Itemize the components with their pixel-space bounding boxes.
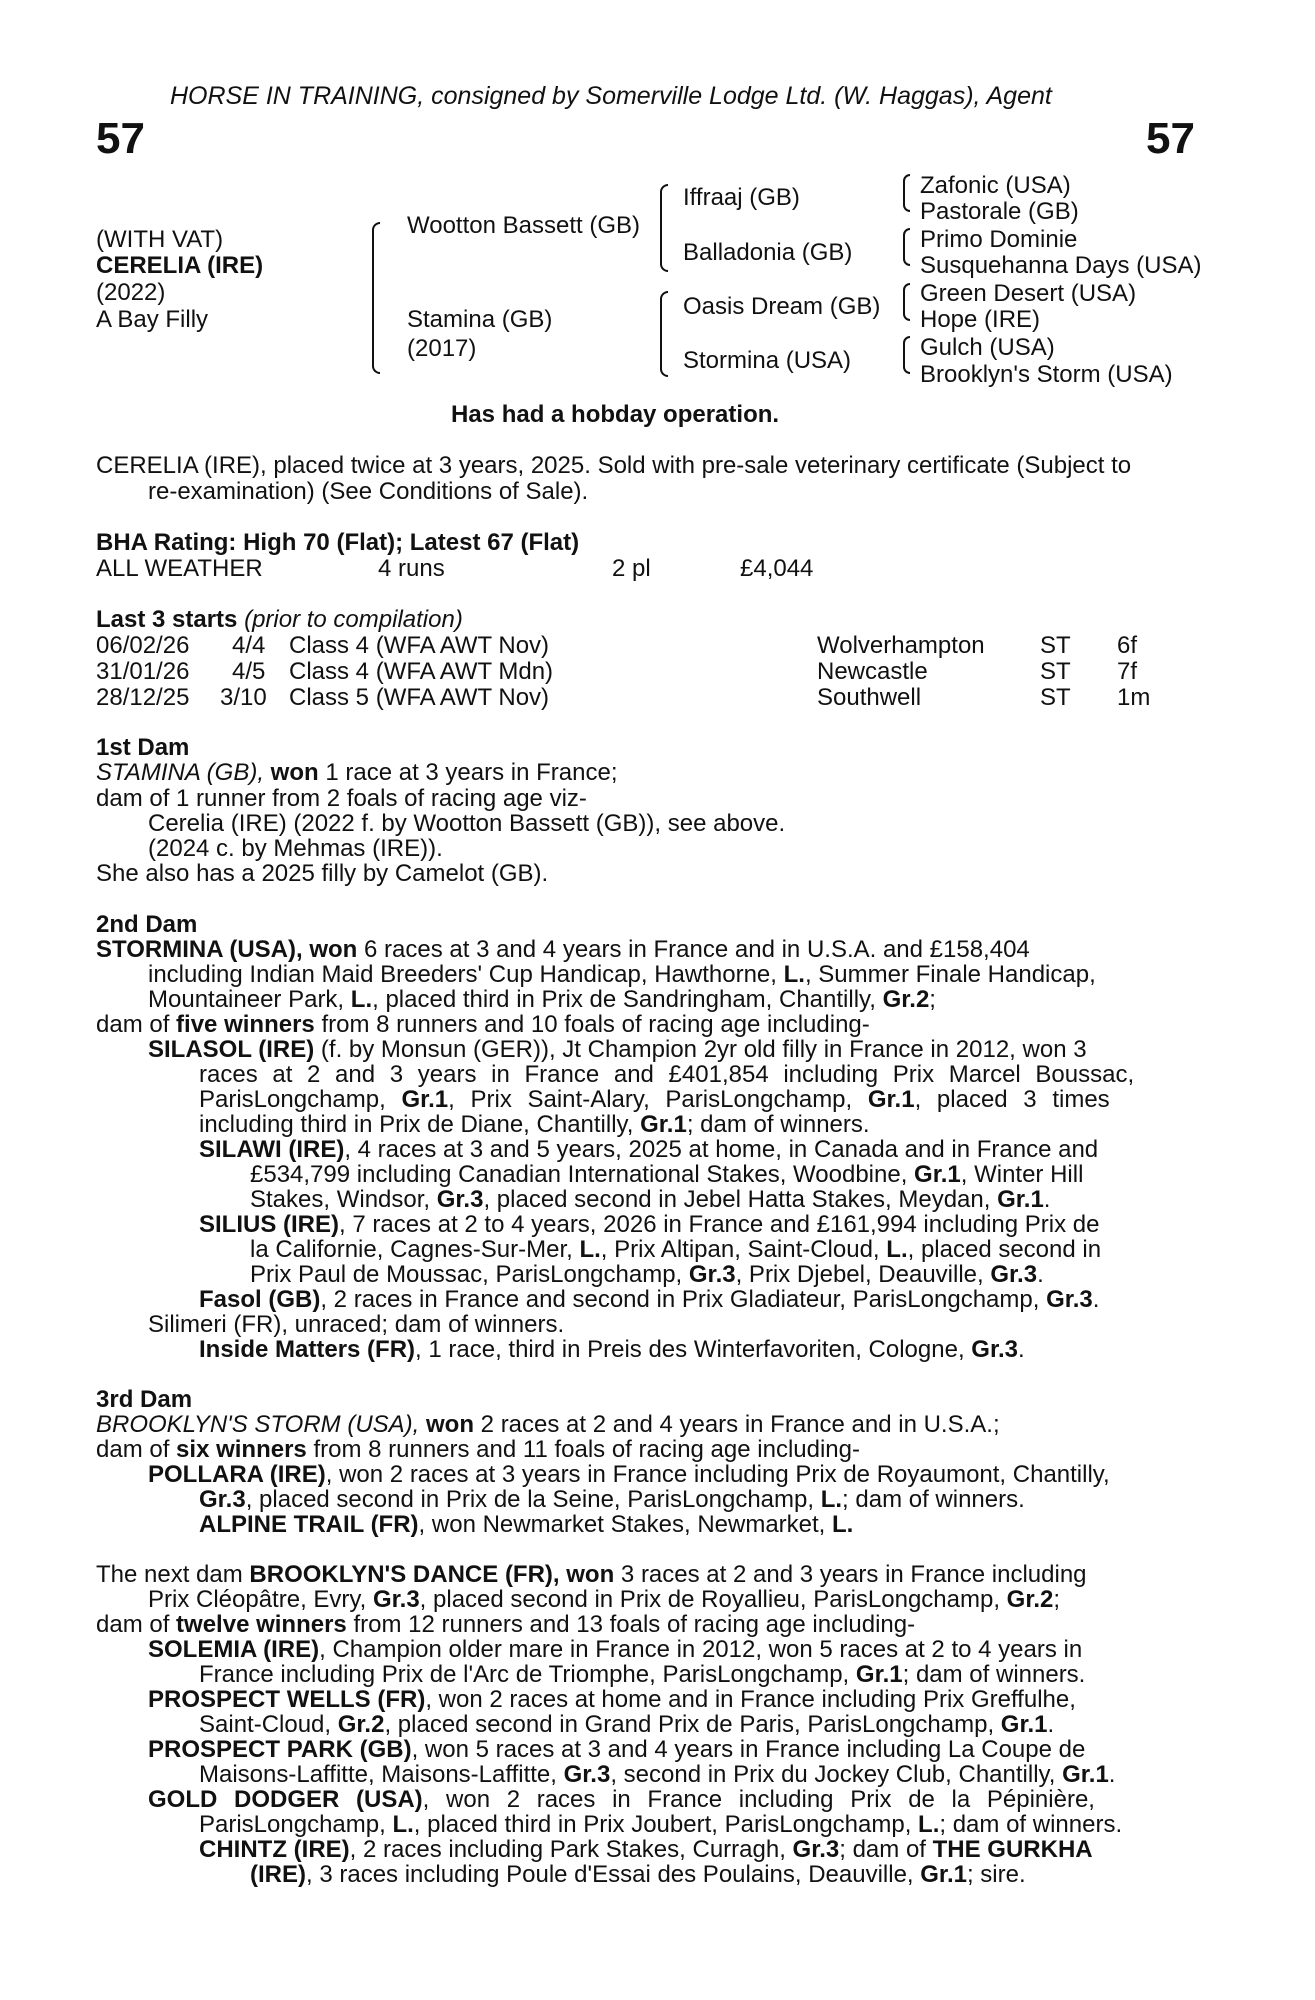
solemia-line-2 xyxy=(199,1662,1085,1687)
start-position: 3/10 xyxy=(220,684,267,711)
start-distance: 7f xyxy=(1117,658,1138,685)
winners-count: six winners xyxy=(176,1436,307,1463)
rating-earnings: £4,044 xyxy=(740,555,814,582)
text-segment: , 1 race, third in Preis des Winterfavoriten, Cologne, xyxy=(415,1336,965,1363)
progeny-name: ALPINE TRAIL (FR) xyxy=(199,1511,419,1538)
text-segment: . xyxy=(1018,1336,1025,1363)
gold-dodger-line-1 xyxy=(148,1787,1095,1812)
catalogue-header: HORSE IN TRAINING, consigned by Somerville Lodge Ltd. (W. Haggas), Agent xyxy=(170,82,1052,110)
text-segment: . xyxy=(1043,1186,1051,1213)
solemia-line-1 xyxy=(148,1637,1082,1662)
silasol-line-3 xyxy=(199,1087,1110,1112)
grade-marker: Gr.1 xyxy=(401,1086,449,1113)
dam2-line-1 xyxy=(96,937,1030,962)
start-race: Class 4 (WFA AWT Mdn) xyxy=(289,658,554,685)
silasol-line-2: races at 2 and 3 years in France and £401,854 including Prix Marcel Boussac, xyxy=(199,1061,1135,1088)
grade-marker: Gr.1 xyxy=(1062,1761,1109,1788)
dam1-won: won xyxy=(270,759,319,786)
text-segment: ParisLongchamp, xyxy=(199,1811,386,1838)
start-going: ST xyxy=(1040,684,1071,711)
start-course: Wolverhampton xyxy=(817,632,985,659)
fasol-line xyxy=(199,1287,1099,1312)
text-segment: , 3 races including Poule d'Essai des Poulains, Deauville, xyxy=(306,1861,914,1888)
text-segment: ParisLongchamp, xyxy=(199,1086,386,1113)
text-segment: , placed second in Prix de la Seine, ParisLongchamp, xyxy=(245,1486,815,1513)
alpine-trail-line xyxy=(199,1512,853,1537)
dam4-line-1 xyxy=(96,1562,1087,1587)
grade-marker: L. xyxy=(392,1811,414,1838)
text-segment: ; sire. xyxy=(966,1861,1026,1888)
winners-count: twelve winners xyxy=(176,1611,347,1638)
progeny-name: Inside Matters (FR) xyxy=(199,1336,416,1363)
rating-surface: ALL WEATHER xyxy=(96,555,263,582)
grade-marker: L. xyxy=(579,1236,601,1263)
vat-label: (WITH VAT) xyxy=(96,226,224,253)
progeny-name: SOLEMIA (IRE) xyxy=(148,1636,320,1663)
start-distance: 6f xyxy=(1117,632,1138,659)
horse-name: CERELIA (IRE) xyxy=(96,252,264,279)
progeny-name: CHINTZ (IRE) xyxy=(199,1836,350,1863)
grade-marker: Gr.1 xyxy=(920,1861,967,1888)
grade-marker: Gr.3 xyxy=(436,1186,484,1213)
text-segment: la Californie, Cagnes-Sur-Mer, xyxy=(250,1236,573,1263)
grade-marker: Gr.2 xyxy=(337,1711,385,1738)
dam-name: Stamina (GB) xyxy=(407,306,553,333)
grade-marker: Gr.1 xyxy=(1000,1711,1048,1738)
grade-marker: Gr.1 xyxy=(997,1186,1044,1213)
text-segment: , won 2 races at home and in France including Prix Greffulhe, xyxy=(425,1686,1076,1713)
progeny-name: (IRE) xyxy=(250,1861,306,1888)
lot-number-right: 57 xyxy=(1146,114,1195,163)
prospect-park-line-2 xyxy=(199,1762,1115,1787)
text-segment: , 2 races including Park Stakes, Curragh, xyxy=(349,1836,786,1863)
dam1-line-1 xyxy=(96,760,617,785)
dam4-name: BROOKLYN'S DANCE (FR), won xyxy=(249,1561,615,1588)
hobday-notice: Has had a hobday operation. xyxy=(451,401,780,428)
grade-marker: Gr.3 xyxy=(199,1486,246,1513)
grade-marker: Gr.1 xyxy=(867,1086,915,1113)
text-segment: ; dam of xyxy=(839,1836,926,1863)
silawi-line-1 xyxy=(199,1137,1098,1162)
dam1-heading: 1st Dam xyxy=(96,734,190,761)
sire-dam: Balladonia (GB) xyxy=(683,239,853,266)
text-segment: Stakes, Windsor, xyxy=(250,1186,431,1213)
progeny-name: PROSPECT WELLS (FR) xyxy=(148,1686,426,1713)
dam3-name: BROOKLYN'S STORM (USA), xyxy=(96,1411,420,1438)
start-course: Newcastle xyxy=(817,658,928,685)
dam3-record: 2 races at 2 and 4 years in France and in U.S.A.; xyxy=(480,1411,1000,1438)
silius-line-2 xyxy=(250,1237,1101,1262)
rating-runs: 4 runs xyxy=(378,555,445,582)
dam1-record: 1 race at 3 years in France; xyxy=(325,759,618,786)
horse-year: (2022) xyxy=(96,279,166,306)
text-segment: , Summer Finale Handicap, xyxy=(804,961,1096,988)
silawi-line-2 xyxy=(250,1162,1083,1187)
text-segment: , placed second in xyxy=(907,1236,1102,1263)
dam1-line-2: dam of 1 runner from 2 foals of racing age viz- xyxy=(96,785,587,812)
ancestor-7: Gulch (USA) xyxy=(920,334,1055,361)
inside-matters-line xyxy=(199,1337,1025,1362)
dam4-line-3 xyxy=(96,1612,915,1637)
dam2-line-2 xyxy=(148,962,1096,987)
dam-year: (2017) xyxy=(407,335,477,362)
grade-marker: Gr.3 xyxy=(971,1336,1018,1363)
text-segment: ; dam of winners. xyxy=(939,1811,1123,1838)
text-segment: , won 2 races in France including Prix de la Pépinière, xyxy=(422,1786,1095,1813)
text-segment: The next dam xyxy=(96,1561,243,1588)
start-going: ST xyxy=(1040,632,1071,659)
text-segment: Maisons-Laffitte, Maisons-Laffitte, xyxy=(199,1761,557,1788)
ancestor-5: Green Desert (USA) xyxy=(920,280,1137,307)
text-segment: , placed second in Prix de Royallieu, ParisLongchamp, xyxy=(419,1586,1000,1613)
dam1-name: STAMINA (GB), xyxy=(96,759,264,786)
ancestor-4: Susquehanna Days (USA) xyxy=(920,252,1202,279)
sire-sire: Iffraaj (GB) xyxy=(683,184,800,211)
text-segment: , second in Prix du Jockey Club, Chantilly, xyxy=(610,1761,1056,1788)
g-brace-3 xyxy=(903,283,910,321)
text-segment: Saint-Cloud, xyxy=(199,1711,332,1738)
grade-marker: L. xyxy=(886,1236,908,1263)
dam3-heading: 3rd Dam xyxy=(96,1386,193,1413)
dam2-line-4 xyxy=(96,1012,870,1037)
text-segment: . xyxy=(1037,1261,1044,1288)
grade-marker: Gr.1 xyxy=(855,1661,903,1688)
sire-brace xyxy=(660,184,668,272)
grade-marker: L. xyxy=(832,1511,854,1538)
text-segment: , Prix Altipan, Saint-Cloud, xyxy=(600,1236,880,1263)
bha-rating: BHA Rating: High 70 (Flat); Latest 67 (Flat) xyxy=(96,529,580,556)
grade-marker: L. xyxy=(783,961,805,988)
text-segment: £534,799 including Canadian International Stakes, Woodbine, xyxy=(250,1161,908,1188)
dam3-won: won xyxy=(426,1411,474,1438)
text-segment: , placed second in Grand Prix de Paris, ParisLongchamp, xyxy=(384,1711,995,1738)
dam2-record: 6 races at 3 and 4 years in France and in U.S.A. and £158,404 xyxy=(364,936,1030,963)
text-segment: 3 races at 2 and 3 years in France including xyxy=(620,1561,1087,1588)
text-segment: including third in Prix de Diane, Chantilly, xyxy=(199,1111,634,1138)
dam1-line-3: Cerelia (IRE) (2022 f. by Wootton Bassett (GB)), see above. xyxy=(148,810,786,837)
silius-line-3 xyxy=(250,1262,1044,1287)
text-segment: from 8 runners and 11 foals of racing age including- xyxy=(313,1436,860,1463)
progeny-name: SILAWI (IRE) xyxy=(199,1136,345,1163)
start-date: 31/01/26 xyxy=(96,658,190,685)
text-segment: , 4 races at 3 and 5 years, 2025 at home, in Canada and in France and xyxy=(344,1136,1099,1163)
text-segment: Prix Cléopâtre, Evry, xyxy=(148,1586,367,1613)
silawi-line-3 xyxy=(250,1187,1050,1212)
text-segment: , placed 3 times xyxy=(914,1086,1110,1113)
dam2-name: STORMINA (USA), xyxy=(96,936,303,963)
start-race: Class 4 (WFA AWT Nov) xyxy=(289,632,550,659)
progeny-name: GOLD DODGER (USA) xyxy=(148,1786,423,1813)
start-course: Southwell xyxy=(817,684,922,711)
silasol-line-4 xyxy=(199,1112,870,1137)
start-date: 28/12/25 xyxy=(96,684,190,711)
silasol-line-1 xyxy=(148,1037,1087,1062)
text-segment: Mountaineer Park, xyxy=(148,986,345,1013)
progeny-name: THE GURKHA xyxy=(932,1836,1093,1863)
grade-marker: Gr.3 xyxy=(990,1261,1038,1288)
text-segment: , won 5 races at 3 and 4 years in France including La Coupe de xyxy=(411,1736,1086,1763)
pedigree-main-brace xyxy=(372,222,380,374)
progeny-name: Fasol (GB) xyxy=(199,1286,321,1313)
text-segment: , won 2 races at 3 years in France including Prix de Royaumont, Chantilly, xyxy=(325,1461,1110,1488)
text-segment: , Prix Saint-Alary, ParisLongchamp, xyxy=(448,1086,853,1113)
start-race: Class 5 (WFA AWT Nov) xyxy=(289,684,550,711)
grade-marker: L. xyxy=(350,986,373,1013)
sire-name: Wootton Bassett (GB) xyxy=(407,212,640,239)
text-segment: , won Newmarket Stakes, Newmarket, xyxy=(418,1511,826,1538)
dam1-line-5: She also has a 2025 filly by Camelot (GB). xyxy=(96,860,549,887)
chintz-line-1 xyxy=(199,1837,1093,1862)
last-starts-heading xyxy=(96,607,463,632)
dam-sire: Oasis Dream (GB) xyxy=(683,293,881,320)
text-segment: . xyxy=(1092,1286,1100,1313)
grade-marker: Gr.3 xyxy=(372,1586,420,1613)
silius-line-1 xyxy=(199,1212,1100,1237)
text-segment: , 7 races at 2 to 4 years, 2026 in France and £161,994 including Prix de xyxy=(339,1211,1100,1238)
ancestor-2: Pastorale (GB) xyxy=(920,198,1079,225)
prospect-park-line-1 xyxy=(148,1737,1085,1762)
grade-marker: Gr.3 xyxy=(792,1836,840,1863)
winners-count: five winners xyxy=(176,1011,315,1038)
progeny-name: SILIUS (IRE) xyxy=(199,1211,340,1238)
start-position: 4/5 xyxy=(232,658,266,685)
silimeri-line: Silimeri (FR), unraced; dam of winners. xyxy=(148,1311,565,1338)
dam-brace xyxy=(660,291,668,377)
grade-marker: Gr.1 xyxy=(914,1161,961,1188)
text-segment: dam of xyxy=(96,1611,170,1638)
last-starts-note: (prior to compilation) xyxy=(244,606,463,633)
ancestor-6: Hope (IRE) xyxy=(920,306,1041,333)
text-segment: from 12 runners and 13 foals of racing age including- xyxy=(353,1611,916,1638)
start-date: 06/02/26 xyxy=(96,632,190,659)
summary-line-2: re-examination) (See Conditions of Sale). xyxy=(148,478,589,505)
progeny-name: SILASOL (IRE) xyxy=(148,1036,315,1063)
text-segment: ; dam of winners. xyxy=(902,1661,1086,1688)
grade-marker: Gr.3 xyxy=(1046,1286,1093,1313)
grade-marker: Gr.2 xyxy=(882,986,930,1013)
text-segment: from 8 runners and 10 foals of racing age including- xyxy=(321,1011,870,1038)
text-segment: , Champion older mare in France in 2012, won 5 races at 2 to 4 years in xyxy=(319,1636,1083,1663)
text-segment: ; xyxy=(1053,1586,1061,1613)
dam4-line-2 xyxy=(148,1587,1060,1612)
text-segment: dam of xyxy=(96,1436,170,1463)
start-going: ST xyxy=(1040,658,1071,685)
text-segment: ; dam of winners. xyxy=(686,1111,870,1138)
dam2-heading: 2nd Dam xyxy=(96,911,198,938)
text-segment: , Winter Hill xyxy=(960,1161,1084,1188)
text-segment: , placed third in Prix Joubert, ParisLongchamp, xyxy=(413,1811,912,1838)
progeny-name: PROSPECT PARK (GB) xyxy=(148,1736,412,1763)
prospect-wells-line-1 xyxy=(148,1687,1076,1712)
grade-marker: Gr.2 xyxy=(1006,1586,1054,1613)
ancestor-8: Brooklyn's Storm (USA) xyxy=(920,361,1173,388)
last-starts-title: Last 3 starts xyxy=(96,606,238,633)
chintz-line-2 xyxy=(250,1862,1026,1887)
text-segment: . xyxy=(1047,1711,1055,1738)
g-brace-1 xyxy=(903,174,910,212)
start-position: 4/4 xyxy=(232,632,266,659)
g-brace-2 xyxy=(903,228,910,266)
text-segment: France including Prix de l'Arc de Triomphe, ParisLongchamp, xyxy=(199,1661,850,1688)
dam1-line-4: (2024 c. by Mehmas (IRE)). xyxy=(148,835,443,862)
lot-number-left: 57 xyxy=(96,114,145,163)
g-brace-4 xyxy=(903,336,910,374)
text-segment: , 2 races in France and second in Prix Gladiateur, ParisLongchamp, xyxy=(320,1286,1040,1313)
text-segment: ; dam of winners. xyxy=(842,1486,1025,1513)
text-segment: . xyxy=(1108,1761,1116,1788)
text-segment: dam of xyxy=(96,1011,170,1038)
dam-dam: Stormina (USA) xyxy=(683,347,852,374)
grade-marker: Gr.3 xyxy=(688,1261,736,1288)
grade-marker: Gr.3 xyxy=(563,1761,611,1788)
ancestor-3: Primo Dominie xyxy=(920,226,1078,253)
dam3-line-1 xyxy=(96,1412,1000,1437)
text-segment: , placed third in Prix de Sandringham, Chantilly, xyxy=(372,986,876,1013)
text-segment: ; xyxy=(929,986,936,1013)
horse-description: A Bay Filly xyxy=(96,306,209,333)
pollara-line-1 xyxy=(148,1462,1110,1487)
start-distance: 1m xyxy=(1117,684,1151,711)
grade-marker: L. xyxy=(820,1486,843,1513)
grade-marker: L. xyxy=(918,1811,940,1838)
rating-placed: 2 pl xyxy=(612,555,651,582)
dam2-won: won xyxy=(309,936,358,963)
prospect-wells-line-2 xyxy=(199,1712,1054,1737)
pollara-line-2 xyxy=(199,1487,1025,1512)
grade-marker: Gr.1 xyxy=(640,1111,687,1138)
text-segment: , placed second in Jebel Hatta Stakes, Meydan, xyxy=(483,1186,991,1213)
text-segment: (f. by Monsun (GER)), Jt Champion 2yr old filly in France in 2012, won 3 xyxy=(320,1036,1087,1063)
dam2-line-3 xyxy=(148,987,936,1012)
text-segment: including Indian Maid Breeders' Cup Handicap, Hawthorne, xyxy=(148,961,777,988)
ancestor-1: Zafonic (USA) xyxy=(920,172,1071,199)
progeny-name: POLLARA (IRE) xyxy=(148,1461,326,1488)
text-segment: , Prix Djebel, Deauville, xyxy=(735,1261,984,1288)
summary-line-1: CERELIA (IRE), placed twice at 3 years, 2025. Sold with pre-sale veterinary certificate (Subject to xyxy=(96,452,1132,479)
gold-dodger-line-2 xyxy=(199,1812,1122,1837)
text-segment: Prix Paul de Moussac, ParisLongchamp, xyxy=(250,1261,683,1288)
dam3-line-2 xyxy=(96,1437,860,1462)
